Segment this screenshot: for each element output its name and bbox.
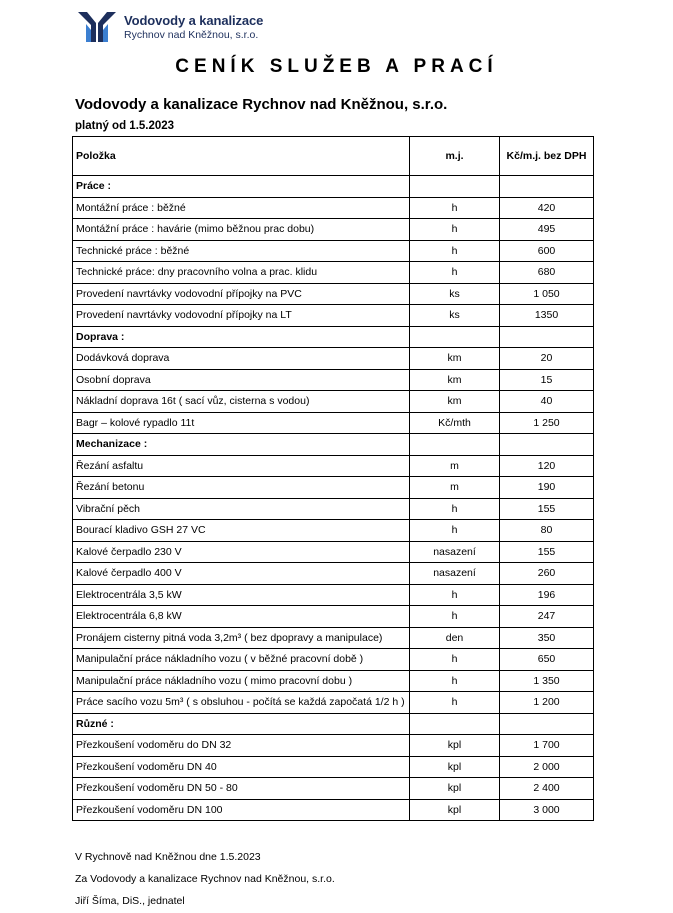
section-row (73, 326, 594, 348)
price-cell: 600 (500, 240, 594, 262)
company-logo (76, 10, 263, 44)
price-cell: 1350 (500, 305, 594, 327)
item-cell: Provedení navrtávky vodovodní přípojky na LT (73, 305, 410, 327)
table-row (73, 606, 594, 628)
section-price-cell (500, 176, 594, 198)
section-label: Různé : (73, 713, 410, 735)
table-row (73, 670, 594, 692)
header-unit: m.j. (410, 137, 500, 176)
unit-cell: kpl (410, 778, 500, 800)
table-row (73, 262, 594, 284)
page-title: CENÍK SLUŽEB A PRACÍ (175, 56, 498, 77)
table-row (73, 541, 594, 563)
price-cell: 260 (500, 563, 594, 585)
item-cell: Osobní doprava (73, 369, 410, 391)
unit-cell: h (410, 240, 500, 262)
table-row (73, 584, 594, 606)
item-cell: Kalové čerpadlo 230 V (73, 541, 410, 563)
table-row (73, 412, 594, 434)
unit-cell: nasazení (410, 541, 500, 563)
price-cell: 247 (500, 606, 594, 628)
table-row (73, 498, 594, 520)
logo-subtitle: Rychnov nad Kněžnou, s.r.o. (124, 29, 259, 41)
item-cell: Nákladní doprava 16t ( sací vůz, cisterna s vodou) (73, 391, 410, 413)
item-cell: Elektrocentrála 3,5 kW (73, 584, 410, 606)
item-cell: Dodávková doprava (73, 348, 410, 370)
header-price: Kč/m.j. bez DPH (500, 137, 594, 176)
unit-cell: km (410, 369, 500, 391)
table-row (73, 219, 594, 241)
vak-logo-icon (76, 10, 118, 44)
price-cell: 80 (500, 520, 594, 542)
item-cell: Kalové čerpadlo 400 V (73, 563, 410, 585)
item-cell: Přezkoušení vodoměru do DN 32 (73, 735, 410, 757)
unit-cell: kpl (410, 799, 500, 821)
price-cell: 495 (500, 219, 594, 241)
unit-cell: m (410, 477, 500, 499)
price-cell: 3 000 (500, 799, 594, 821)
price-table (72, 136, 594, 821)
price-cell: 196 (500, 584, 594, 606)
unit-cell: h (410, 649, 500, 671)
section-row (73, 434, 594, 456)
item-cell: Přezkoušení vodoměru DN 100 (73, 799, 410, 821)
table-row (73, 477, 594, 499)
footer-signatory: Jiří Šíma, DiS., jednatel (75, 895, 185, 907)
section-row (73, 713, 594, 735)
section-label: Práce : (73, 176, 410, 198)
item-cell: Technické práce : běžné (73, 240, 410, 262)
section-unit-cell (410, 713, 500, 735)
price-table-body (73, 176, 594, 821)
price-cell: 1 700 (500, 735, 594, 757)
section-label: Mechanizace : (73, 434, 410, 456)
price-cell: 190 (500, 477, 594, 499)
company-name: Vodovody a kanalizace Rychnov nad Kněžnou, s.r.o. (75, 96, 448, 113)
table-row (73, 369, 594, 391)
unit-cell: kpl (410, 735, 500, 757)
item-cell: Elektrocentrála 6,8 kW (73, 606, 410, 628)
unit-cell: h (410, 262, 500, 284)
price-cell: 15 (500, 369, 594, 391)
table-row (73, 756, 594, 778)
section-unit-cell (410, 434, 500, 456)
price-cell: 20 (500, 348, 594, 370)
price-cell: 1 050 (500, 283, 594, 305)
table-row (73, 627, 594, 649)
unit-cell: m (410, 455, 500, 477)
item-cell: Přezkoušení vodoměru DN 50 - 80 (73, 778, 410, 800)
price-cell: 40 (500, 391, 594, 413)
unit-cell: km (410, 391, 500, 413)
price-cell: 1 350 (500, 670, 594, 692)
unit-cell: ks (410, 305, 500, 327)
table-row (73, 391, 594, 413)
section-price-cell (500, 713, 594, 735)
price-cell: 155 (500, 541, 594, 563)
item-cell: Provedení navrtávky vodovodní přípojky na PVC (73, 283, 410, 305)
unit-cell: h (410, 197, 500, 219)
price-cell: 2 400 (500, 778, 594, 800)
section-price-cell (500, 326, 594, 348)
item-cell: Práce sacího vozu 5m³ ( s obsluhou - počítá se každá započatá 1/2 h ) (73, 692, 410, 714)
price-cell: 650 (500, 649, 594, 671)
unit-cell: den (410, 627, 500, 649)
table-row (73, 305, 594, 327)
item-cell: Řezání asfaltu (73, 455, 410, 477)
table-row (73, 197, 594, 219)
item-cell: Montážní práce : havárie (mimo běžnou prac dobu) (73, 219, 410, 241)
item-cell: Bourací kladivo GSH 27 VC (73, 520, 410, 542)
price-cell: 2 000 (500, 756, 594, 778)
table-row (73, 735, 594, 757)
price-cell: 420 (500, 197, 594, 219)
table-row (73, 778, 594, 800)
table-row (73, 799, 594, 821)
table-row (73, 283, 594, 305)
table-row (73, 520, 594, 542)
table-row (73, 348, 594, 370)
unit-cell: h (410, 670, 500, 692)
header-item: Položka (73, 137, 410, 176)
section-row (73, 176, 594, 198)
valid-from: platný od 1.5.2023 (75, 120, 175, 132)
item-cell: Bagr – kolové rypadlo 11t (73, 412, 410, 434)
price-cell: 120 (500, 455, 594, 477)
unit-cell: h (410, 606, 500, 628)
item-cell: Přezkoušení vodoměru DN 40 (73, 756, 410, 778)
section-unit-cell (410, 176, 500, 198)
item-cell: Vibrační pěch (73, 498, 410, 520)
price-cell: 350 (500, 627, 594, 649)
table-row (73, 649, 594, 671)
footer-place-date: V Rychnově nad Kněžnou dne 1.5.2023 (75, 851, 261, 863)
item-cell: Montážní práce : běžné (73, 197, 410, 219)
unit-cell: h (410, 584, 500, 606)
section-price-cell (500, 434, 594, 456)
unit-cell: Kč/mth (410, 412, 500, 434)
logo-name: Vodovody a kanalizace (124, 13, 264, 28)
unit-cell: h (410, 219, 500, 241)
table-row (73, 240, 594, 262)
unit-cell: kpl (410, 756, 500, 778)
price-cell: 1 200 (500, 692, 594, 714)
unit-cell: h (410, 692, 500, 714)
price-cell: 1 250 (500, 412, 594, 434)
item-cell: Manipulační práce nákladního vozu ( v běžné pracovní době ) (73, 649, 410, 671)
table-header-row (73, 137, 594, 176)
unit-cell: h (410, 498, 500, 520)
unit-cell: nasazení (410, 563, 500, 585)
section-unit-cell (410, 326, 500, 348)
section-label: Doprava : (73, 326, 410, 348)
item-cell: Manipulační práce nákladního vozu ( mimo pracovní dobu ) (73, 670, 410, 692)
price-cell: 680 (500, 262, 594, 284)
footer-on-behalf: Za Vodovody a kanalizace Rychnov nad Kněžnou, s.r.o. (75, 873, 335, 885)
item-cell: Pronájem cisterny pitná voda 3,2m³ ( bez dpopravy a manipulace) (73, 627, 410, 649)
item-cell: Technické práce: dny pracovního volna a prac. klidu (73, 262, 410, 284)
unit-cell: km (410, 348, 500, 370)
table-row (73, 692, 594, 714)
item-cell: Řezání betonu (73, 477, 410, 499)
table-row (73, 563, 594, 585)
table-row (73, 455, 594, 477)
unit-cell: h (410, 520, 500, 542)
price-cell: 155 (500, 498, 594, 520)
unit-cell: ks (410, 283, 500, 305)
